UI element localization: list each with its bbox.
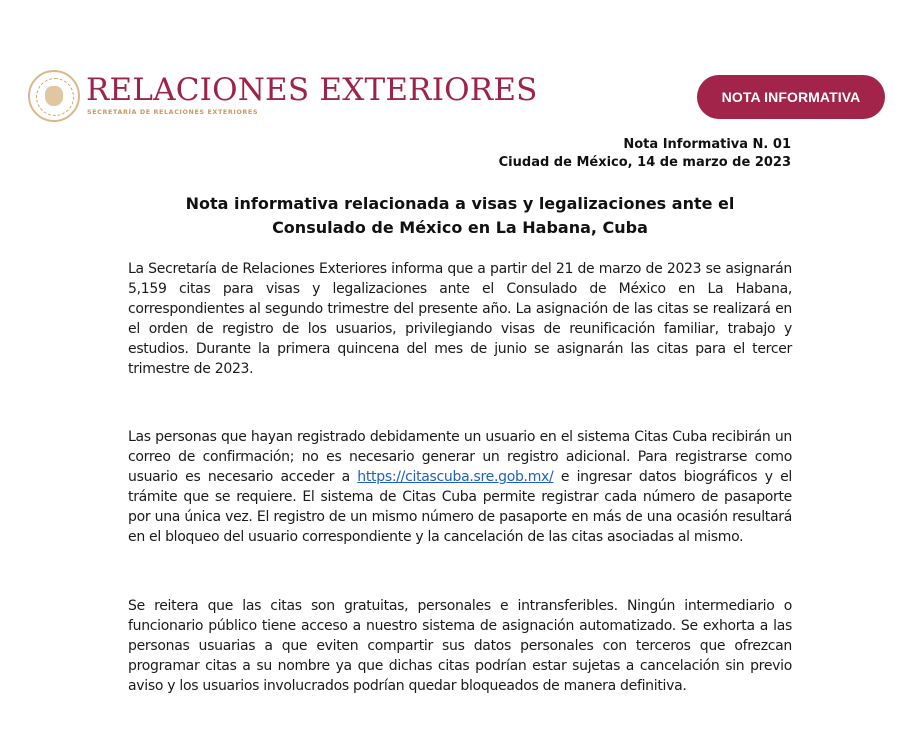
place-date: Ciudad de México, 14 de marzo de 2023: [498, 155, 791, 170]
title-line-1: Nota informativa relacionada a visas y legalizaciones ante el: [185, 194, 735, 213]
note-number: Nota Informativa N. 01: [623, 137, 791, 152]
brand-subtitle: SECRETARÍA DE RELACIONES EXTERIORES: [87, 108, 259, 116]
title-line-2: Consulado de México en La Habana, Cuba: [272, 218, 648, 237]
document-title: [128, 192, 792, 240]
paragraph-2: [128, 427, 792, 547]
mexico-seal-icon: [28, 70, 80, 122]
nota-informativa-badge: NOTA INFORMATIVA: [697, 75, 885, 119]
brand-title: RELACIONES EXTERIORES: [86, 72, 538, 108]
paragraph-2-before: Las personas que hayan registrado debidamente un usuario en el sistema Citas Cuba recibirán un correo de confirmación; no es necesario generar un registro adicional. Para registrarse como usuario es necesario acceder a: [128, 429, 792, 485]
citas-cuba-link[interactable]: https://citascuba.sre.gob.mx/: [357, 469, 554, 485]
paragraph-3: Se reitera que las citas son gratuitas, personales e intransferibles. Ningún intermediario o funcionario público tiene acceso a nuestro sistema de asignación automatizado. Se exhorta a las personas usuarias a que eviten compartir sus datos personales con terceros que ofrezcan programar citas a su nombre ya que dichas citas podrían estar sujetas a cancelación sin previo aviso y los usuarios involucrados podrían quedar bloqueados de manera definitiva.: [128, 598, 792, 694]
document-meta: [499, 136, 791, 172]
paragraph-2-after: e ingresar datos biográficos y el trámite que se requiere. El sistema de Citas Cuba permite registrar cada número de pasaporte por una única vez. El registro de un mismo número de pasaporte en más de una ocasión resultará en el bloqueo del usuario correspondiente y la cancelación de las citas asociadas al mismo.: [128, 469, 793, 545]
paragraph-1: La Secretaría de Relaciones Exteriores informa que a partir del 21 de marzo de 2023 se asignarán 5,159 citas para visas y legalizaciones ante el Consulado de México en La Habana, correspondientes al segundo trimestre del presente año. La asignación de las citas se realizará en el orden de registro de los usuarios, privilegiando visas de reunificación familiar, trabajo y estudios. Durante la primera quincena del mes de junio se asignarán las citas para el tercer trimestre de 2023.: [128, 261, 792, 377]
